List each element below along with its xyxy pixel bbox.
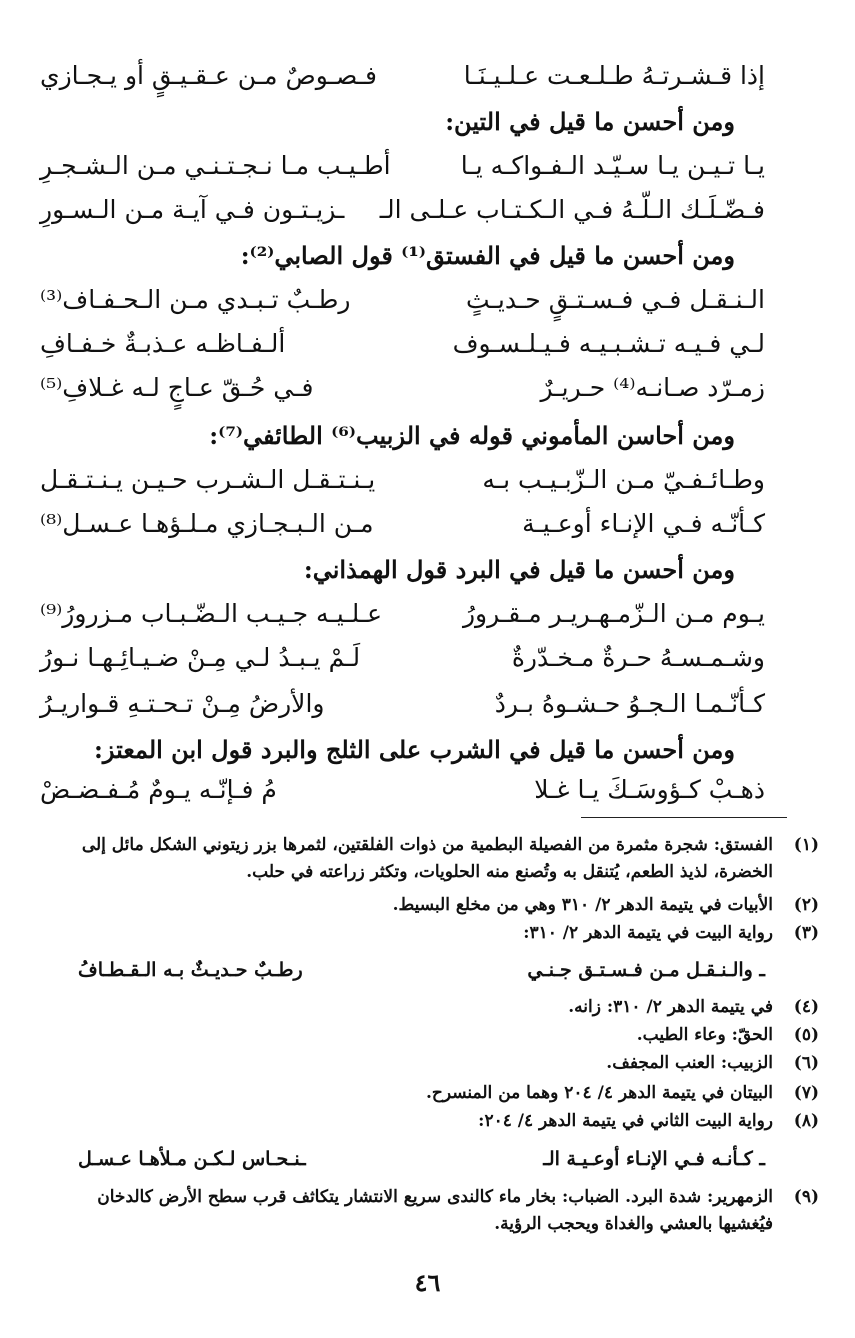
footnote-number: (٣) bbox=[793, 923, 819, 943]
verse-second-hemistich: ـزيـتـون فـي آيـة مـن الـسـورِ bbox=[40, 195, 345, 224]
verse-first-hemistich: فـضّـلَـك الـلّـهُ فـي الـكـتـاب عـلـى الـ bbox=[379, 195, 765, 224]
verse-first-hemistich: وشـمـسـهُ حـرةٌ مـخـدّرةٌ bbox=[511, 643, 765, 672]
page-number: ٤٦ bbox=[414, 1268, 441, 1297]
verse-second-hemistich: ـنـحـاس لـكـن مـلأهـا عـسـل bbox=[78, 1148, 306, 1170]
verse-second-hemistich: لَـمْ يـبـدُ لـي مِـنْ ضـيـائِـهـا نـورُ bbox=[40, 643, 361, 672]
verse-first-hemistich: ـ كـأنـه فـي الإنـاء أوعـيـة الـ bbox=[543, 1148, 765, 1170]
footnote-text: الخضرة، لذيذ الطعم، يُتنقل به وتُصنع منه الحلويات، وتكثر زراعته في حلب. bbox=[246, 862, 773, 882]
verse-second-hemistich: ألـفـاظـه عـذبـةٌ خـفـافِ bbox=[40, 329, 286, 358]
verse-first-hemistich: ـ والـنـقـل مـن فـسـتـق جـنـي bbox=[527, 959, 765, 981]
verse-first-hemistich: زمـرّد صـانـه⁽⁴⁾ حـريـرٌ bbox=[540, 373, 765, 402]
verse-second-hemistich: فـي حُـقّ عـاجٍ لـه غـلافِ⁽⁵⁾ bbox=[40, 373, 314, 402]
verse-line bbox=[40, 772, 765, 808]
verse-line bbox=[40, 282, 765, 318]
prose-line: ومن أحسن ما قيل في التين: bbox=[445, 107, 735, 136]
footnote-8 bbox=[34, 1108, 819, 1135]
footnote-text: فيُغشيها بالعشي والغداة ويحجب الرؤية. bbox=[494, 1214, 773, 1234]
verse-second-hemistich: رطـبٌ تـبـدي مـن الـحـفـاف⁽³⁾ bbox=[40, 285, 351, 314]
verse-line bbox=[40, 326, 765, 362]
footnote-text: في يتيمة الدهر ٢/ ٣١٠: زانه. bbox=[568, 997, 773, 1017]
verse-first-hemistich: كـأنّـه فـي الإنـاء أوعـيـة bbox=[522, 509, 765, 538]
footnote-7 bbox=[34, 1080, 819, 1107]
footnote-5 bbox=[34, 1022, 819, 1049]
footnote-verse bbox=[78, 1144, 765, 1174]
footnote-number: (٤) bbox=[793, 997, 819, 1017]
verse-second-hemistich: والأرضُ مِـنْ تـحـتـهِ قـواريـرُ bbox=[40, 689, 325, 718]
verse-second-hemistich: مُ فـإنّـه يـومٌ مُـفـضـضْ bbox=[40, 775, 277, 804]
verse-line bbox=[40, 462, 765, 498]
prose-line: ومن أحسن ما قيل في الشرب على الثلج والبرد قول ابن المعتز: bbox=[94, 735, 735, 764]
verse-line bbox=[40, 640, 765, 676]
verse-second-hemistich: يـنـتـقـل الـشـرب حـيـن يـنـتـقـل bbox=[40, 465, 376, 494]
footnote-text: رواية البيت الثاني في يتيمة الدهر ٤/ ٢٠٤: bbox=[478, 1111, 773, 1131]
verse-first-hemistich: وطـائـفـيّ مـن الـزّبـيـب بـه bbox=[482, 465, 765, 494]
footnote-separator bbox=[581, 817, 787, 818]
verse-line bbox=[40, 192, 765, 228]
footnote-text: البيتان في يتيمة الدهر ٤/ ٢٠٤ وهما من المنسرح. bbox=[425, 1083, 773, 1103]
verse-first-hemistich: الـنـقـل فـي فـسـتـقٍ حـديـثٍ bbox=[466, 285, 765, 314]
prose-line: ومن أحسن ما قيل في البرد قول الهمذاني: bbox=[303, 555, 735, 584]
footnote-number: (٩) bbox=[793, 1187, 819, 1207]
footnote-3 bbox=[34, 920, 819, 947]
footnote-number: (٦) bbox=[793, 1053, 819, 1073]
prose-line: ومن أحسن ما قيل في الفستق⁽¹⁾ قول الصابي⁽²⁾: bbox=[240, 241, 735, 270]
footnote-9 bbox=[34, 1184, 819, 1238]
prose-line: ومن أحاسن المأموني قوله في الزبيب⁽⁶⁾ الطائفي⁽⁷⁾: bbox=[209, 421, 735, 450]
footnote-text: الزمهرير: شدة البرد. الضباب: بخار ماء كالندى سريع الانتشار يتكاثف قرب سطح الأرض كالدخان bbox=[97, 1187, 773, 1207]
footnote-number: (١) bbox=[793, 835, 819, 855]
verse-line bbox=[40, 58, 765, 94]
footnote-text: الفستق: شجرة مثمرة من الفصيلة البطمية من ذوات الفلقتين، لثمرها بزر زيتوني الشكل مائل إلى bbox=[81, 835, 773, 855]
verse-line bbox=[40, 148, 765, 184]
verse-first-hemistich: ذهـبْ كـؤوسَـكَ يـا غـلا bbox=[534, 775, 765, 804]
footnote-number: (٧) bbox=[793, 1083, 819, 1103]
verse-second-hemistich: مـن الـبـجـازي مـلـؤهـا عـسـل⁽⁸⁾ bbox=[40, 509, 374, 538]
verse-second-hemistich: رطـبٌ حـديـثٌ بـه الـقـطـافُ bbox=[78, 959, 303, 981]
verse-line bbox=[40, 596, 765, 632]
footnote-1 bbox=[34, 832, 819, 886]
verse-line bbox=[40, 686, 765, 722]
verse-first-hemistich: كـأنّـمـا الـجـوُ حـشـوهُ بـردٌ bbox=[494, 689, 765, 718]
verse-second-hemistich: أطـيـب مـا نـجـتـنـي مـن الـشـجـرِ bbox=[40, 151, 391, 180]
footnote-2 bbox=[34, 892, 819, 919]
verse-line bbox=[40, 370, 765, 406]
footnote-text: رواية البيت في يتيمة الدهر ٢/ ٣١٠: bbox=[523, 923, 773, 943]
verse-first-hemistich: إذا قـشـرتـهُ طـلـعـت عـلـيـنَـا bbox=[463, 61, 765, 90]
footnote-4 bbox=[34, 994, 819, 1021]
footnote-text: الزبيب: العنب المجفف. bbox=[606, 1053, 773, 1073]
verse-first-hemistich: يـوم مـن الـزّمـهـريـر مـقـرورُ bbox=[462, 599, 765, 628]
footnote-number: (٨) bbox=[793, 1111, 819, 1131]
verse-first-hemistich: يـا تـيـن يـا سـيّـد الـفـواكـه يـا bbox=[460, 151, 765, 180]
verse-second-hemistich: فـصـوصٌ مـن عـقـيـقٍ أو يـجـازي bbox=[40, 61, 377, 90]
footnote-text: الأبيات في يتيمة الدهر ٢/ ٣١٠ وهي من مخلع البسيط. bbox=[392, 895, 773, 915]
footnote-number: (٥) bbox=[793, 1025, 819, 1045]
footnote-text: الحقّ: وعاء الطيب. bbox=[636, 1025, 773, 1045]
footnote-6 bbox=[34, 1050, 819, 1077]
footnote-number: (٢) bbox=[793, 895, 819, 915]
verse-first-hemistich: لـي فـيـه تـشـبـيـه فـيـلـسـوف bbox=[452, 329, 765, 358]
verse-line bbox=[40, 506, 765, 542]
verse-second-hemistich: عـلـيـه جـيـب الـضّـبـاب مـزرورُ⁽⁹⁾ bbox=[40, 599, 383, 628]
footnote-verse bbox=[78, 955, 765, 985]
